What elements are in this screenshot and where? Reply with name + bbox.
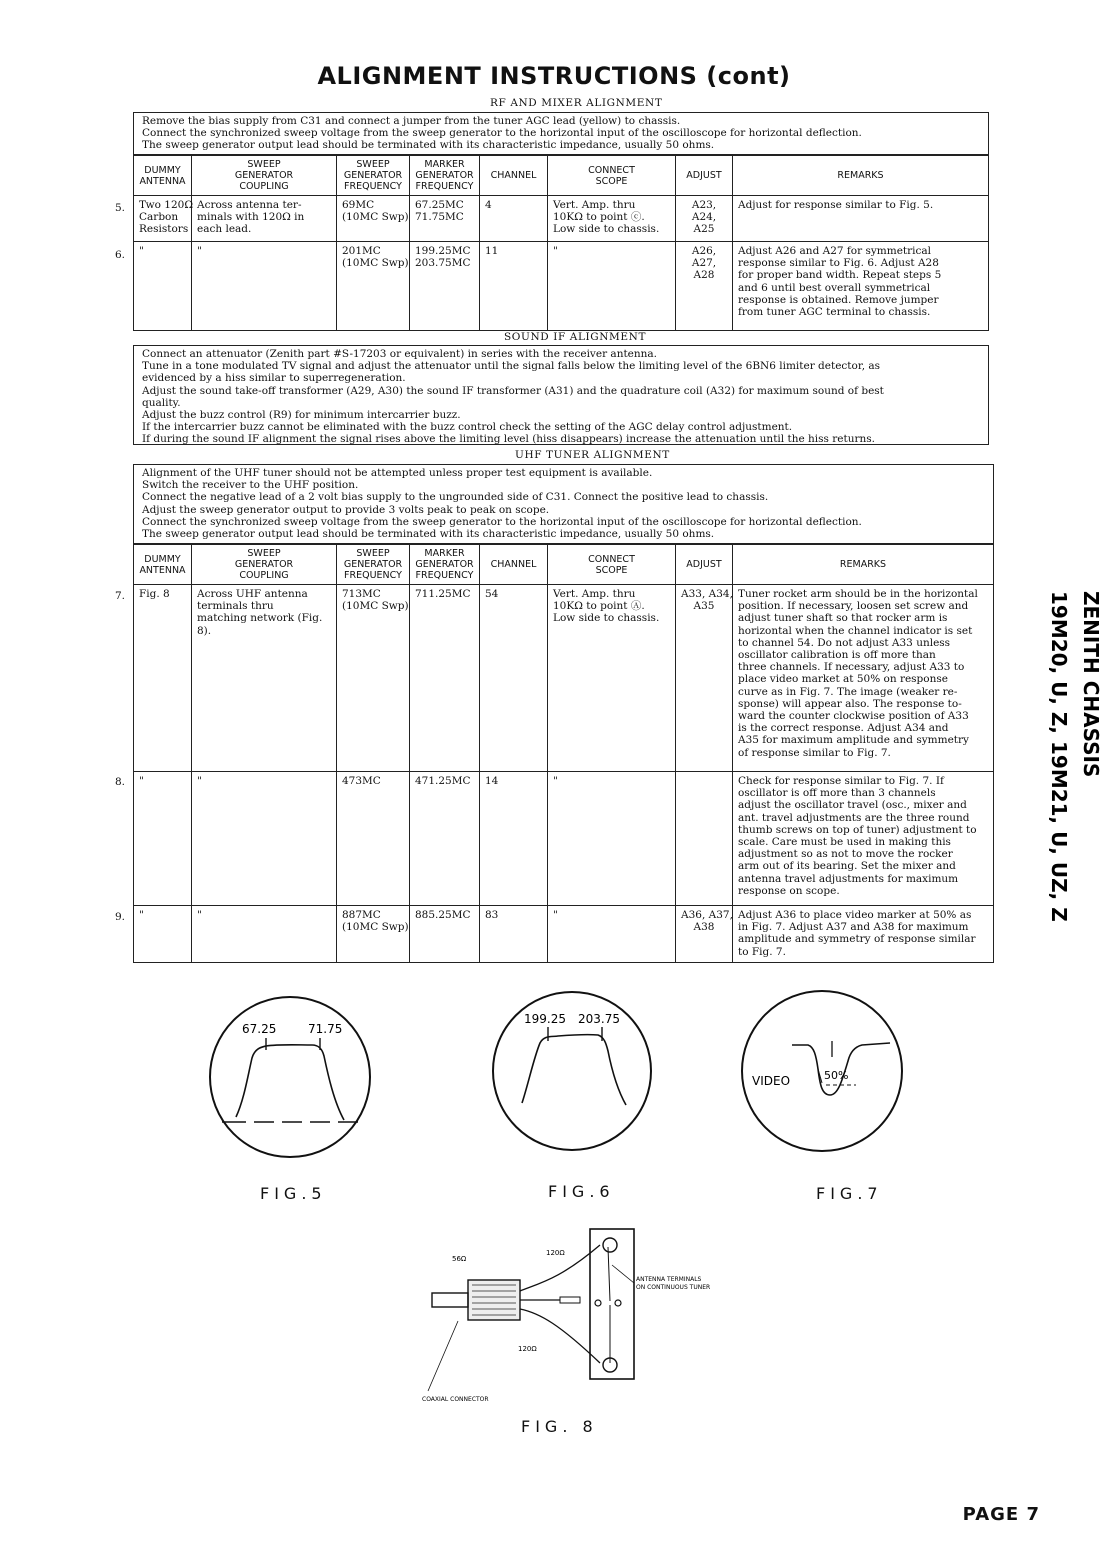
col-marker-frequency: MARKER GENERATOR FREQUENCY: [410, 545, 480, 585]
col-marker-frequency: MARKER GENERATOR FREQUENCY: [410, 156, 480, 196]
cell-line: ": [553, 909, 558, 921]
cell-channel: [480, 772, 548, 906]
cell-line: 471.25MC: [415, 775, 471, 787]
cell-channel: [480, 196, 548, 242]
cell-dummy: [134, 242, 192, 331]
cell-dummy: [134, 196, 192, 242]
table-row: [134, 196, 989, 242]
cell-line: A25: [693, 223, 715, 236]
sound-note: If during the sound IF alignment the signal rises above the limiting level (hiss disappears) increase the attenuation until the hiss returns.: [142, 433, 875, 446]
cell-line: A28: [693, 269, 715, 282]
cell-line: Vert. Amp. thru: [553, 199, 636, 211]
cell-line: ": [139, 245, 144, 257]
fig5-marker-1: 67.25: [242, 1022, 277, 1036]
fig7-percent-label: 50%: [824, 1069, 849, 1082]
cell-remarks: [733, 242, 989, 331]
cell-line: A38: [693, 921, 715, 934]
cell-line: 67.25MC: [415, 199, 464, 211]
rf-note: The sweep generator output lead should be terminated with its characteristic impedance, usually 50 ohms.: [142, 139, 715, 152]
cell-line: 69MC: [342, 199, 375, 211]
cell-marker: [410, 242, 480, 331]
col-dummy-antenna: DUMMY ANTENNA: [134, 156, 192, 196]
cell-scope: [548, 196, 676, 242]
cell-line: 203.75MC: [415, 257, 471, 270]
cell-scope: [548, 242, 676, 331]
cell-line: in Fig. 7. Adjust A37 and A38 for maximum: [738, 921, 969, 934]
cell-sweep: [337, 906, 410, 963]
uhf-note: Adjust the sweep generator output to provide 3 volts peak to peak on scope.: [142, 503, 550, 516]
cell-remarks: [733, 585, 994, 772]
side-label-brand: ZENITH CHASSIS: [1079, 591, 1103, 778]
step-number: 6.: [115, 249, 126, 261]
col-dummy-antenna: DUMMY ANTENNA: [134, 545, 192, 585]
fig8-terminals-label-1: ANTENNA TERMINALS: [636, 1276, 702, 1283]
col-adjust: ADJUST: [676, 156, 733, 196]
cell-line: Adjust for response similar to Fig. 5.: [738, 199, 934, 211]
sound-note: evidenced by a hiss similar to superregeneration.: [142, 372, 406, 385]
cell-adjust: [676, 242, 733, 331]
col-channel: CHANNEL: [480, 545, 548, 585]
cell-line: 8).: [197, 624, 212, 637]
page-number: PAGE 7: [962, 1504, 1040, 1525]
cell-line: adjustment so as not to move the rocker: [738, 848, 953, 861]
cell-line: to Fig. 7.: [738, 945, 786, 958]
cell-line: Check for response similar to Fig. 7. If: [738, 775, 944, 787]
cell-sweep: [337, 772, 410, 906]
cell-channel: [480, 242, 548, 331]
cell-line: 10KΩ to point ⓒ.: [553, 211, 645, 224]
sound-note: Adjust the sound take-off transformer (A29, A30) the sound IF transformer (A31) and the quadrature coil (A32) for maximum sound of best: [142, 384, 884, 397]
cell-line: curve as in Fig. 7. The image (weaker re-: [738, 685, 958, 698]
sound-heading: SOUND IF ALIGNMENT: [504, 331, 647, 343]
rf-alignment-table: [133, 155, 989, 331]
cell-line: A33, A34,: [681, 588, 733, 600]
cell-line: Adjust A36 to place video marker at 50% as: [738, 909, 972, 921]
cell-marker: [410, 585, 480, 772]
table-row: [134, 242, 989, 331]
cell-line: ": [139, 775, 144, 787]
cell-line: A36, A37,: [681, 909, 733, 921]
fig8-matching-network: [410, 1225, 740, 1405]
sound-note: quality.: [142, 396, 181, 409]
cell-marker: [410, 196, 480, 242]
cell-coupling: [192, 585, 337, 772]
cell-line: amplitude and symmetry of response similar: [738, 933, 976, 946]
cell-line: adjust tuner shaft so that rocker arm is: [738, 612, 948, 625]
page-title: ALIGNMENT INSTRUCTIONS (cont): [317, 62, 791, 90]
uhf-notes: [133, 464, 994, 544]
cell-line: is the correct response. Adjust A34 and: [738, 722, 949, 735]
cell-line: 473MC: [342, 775, 381, 787]
cell-channel: [480, 906, 548, 963]
fig8-terminals-label-2: ON CONTINUOUS TUNER: [636, 1284, 711, 1291]
cell-dummy: [134, 772, 192, 906]
cell-remarks: [733, 772, 994, 906]
sound-note: Adjust the buzz control (R9) for minimum intercarrier buzz.: [142, 409, 461, 422]
cell-line: 11: [485, 245, 499, 257]
cell-line: matching network (Fig.: [197, 612, 323, 625]
cell-line: Tuner rocket arm should be in the horizontal: [738, 588, 978, 600]
col-sweep-coupling: SWEEP GENERATOR COUPLING: [192, 156, 337, 196]
cell-line: 14: [485, 775, 499, 787]
fig8-resistor-120-top: 120Ω: [546, 1249, 565, 1257]
cell-line: of response similar to Fig. 7.: [738, 746, 891, 759]
cell-line: response is obtained. Remove jumper: [738, 293, 939, 306]
cell-scope: [548, 585, 676, 772]
cell-line: Resistors: [139, 223, 189, 236]
cell-line: Carbon: [139, 211, 179, 224]
cell-sweep: [337, 242, 410, 331]
cell-line: Low side to chassis.: [553, 223, 660, 236]
cell-dummy: [134, 906, 192, 963]
fig6-marker-2: 203.75: [578, 1012, 620, 1026]
cell-line: A35 for maximum amplitude and symmetry: [738, 734, 969, 747]
cell-line: (10MC Swp): [342, 257, 409, 270]
cell-line: terminals thru: [197, 600, 274, 613]
col-sweep-coupling: SWEEP GENERATOR COUPLING: [192, 545, 337, 585]
sound-note: Tune in a tone modulated TV signal and adjust the attenuator until the signal falls below the limiting level of the 6BN6 limiter detector, as: [142, 360, 881, 373]
cell-line: ": [553, 245, 558, 257]
fig6-label: FIG.6: [548, 1182, 615, 1201]
rf-note: Remove the bias supply from C31 and connect a jumper from the tuner AGC lead (yellow) to chassis.: [142, 115, 681, 127]
table-row: [134, 772, 994, 906]
cell-line: 83: [485, 909, 499, 921]
cell-line: horizontal when the channel indicator is set: [738, 624, 973, 637]
cell-line: scale. Care must be used in making this: [738, 836, 951, 849]
side-label-models: 19M20, U, Z, 19M21, U, UZ, Z: [1047, 591, 1071, 922]
cell-line: ": [139, 909, 144, 921]
fig5-scope-trace: [200, 990, 380, 1165]
cell-line: place video market at 50% on response: [738, 673, 948, 686]
cell-line: A26,: [691, 245, 717, 257]
cell-line: A23,: [691, 199, 717, 211]
col-connect-scope: CONNECT SCOPE: [548, 545, 676, 585]
uhf-note: The sweep generator output lead should be terminated with its characteristic impedance, usually 50 ohms.: [142, 528, 715, 541]
cell-line: Low side to chassis.: [553, 612, 660, 625]
cell-coupling: [192, 772, 337, 906]
uhf-alignment-table: [133, 544, 994, 963]
fig6-scope-trace: [486, 985, 661, 1160]
cell-line: oscillator is off more than 3 channels: [738, 787, 936, 800]
cell-coupling: [192, 196, 337, 242]
cell-sweep: [337, 585, 410, 772]
col-adjust: ADJUST: [676, 545, 733, 585]
cell-dummy: [134, 585, 192, 772]
cell-line: ": [197, 909, 202, 921]
cell-line: and 6 until best overall symmetrical: [738, 281, 931, 294]
fig7-video-label: VIDEO: [752, 1074, 791, 1088]
cell-coupling: [192, 906, 337, 963]
fig5-label: FIG.5: [260, 1184, 327, 1203]
cell-adjust: [676, 772, 733, 906]
cell-sweep: [337, 196, 410, 242]
cell-line: (10MC Swp): [342, 921, 409, 934]
uhf-note: Switch the receiver to the UHF position.: [142, 479, 359, 492]
cell-line: 201MC: [342, 245, 381, 257]
cell-line: 71.75MC: [415, 211, 464, 224]
cell-scope: [548, 772, 676, 906]
cell-line: position. If necessary, loosen set screw and: [738, 600, 969, 613]
cell-scope: [548, 906, 676, 963]
col-connect-scope: CONNECT SCOPE: [548, 156, 676, 196]
cell-marker: [410, 906, 480, 963]
cell-line: thumb screws on top of tuner) adjustment to: [738, 823, 977, 836]
cell-line: Across UHF antenna: [197, 588, 308, 600]
cell-marker: [410, 772, 480, 906]
col-sweep-frequency: SWEEP GENERATOR FREQUENCY: [337, 156, 410, 196]
cell-line: A35: [693, 600, 715, 613]
cell-line: from tuner AGC terminal to chassis.: [738, 306, 931, 319]
fig8-coax-label: COAXIAL CONNECTOR: [422, 1396, 489, 1403]
step-number: 5.: [115, 202, 126, 214]
cell-line: (10MC Swp): [342, 211, 409, 224]
sound-note: If the intercarrier buzz cannot be eliminated with the buzz control check the setting of the AGC delay control adjustment.: [142, 421, 793, 434]
cell-line: to channel 54. Do not adjust A33 unless: [738, 636, 951, 649]
fig7-label: FIG.7: [816, 1184, 883, 1203]
cell-adjust: [676, 196, 733, 242]
cell-line: 711.25MC: [415, 588, 471, 600]
col-remarks: REMARKS: [733, 545, 994, 585]
cell-line: for proper band width. Repeat steps 5: [738, 269, 942, 282]
col-sweep-frequency: SWEEP GENERATOR FREQUENCY: [337, 545, 410, 585]
sound-note: Connect an attenuator (Zenith part #S-17203 or equivalent) in series with the receiver antenna.: [142, 348, 658, 360]
cell-adjust: [676, 906, 733, 963]
cell-line: Across antenna ter-: [197, 199, 302, 211]
cell-line: ": [197, 245, 202, 257]
cell-line: 199.25MC: [415, 245, 471, 257]
cell-line: ": [197, 775, 202, 787]
uhf-note: Connect the negative lead of a 2 volt bias supply to the ungrounded side of C31. Connect the positive lead to chassis.: [142, 491, 769, 504]
cell-line: arm out of its bearing. Set the mixer and: [738, 860, 956, 873]
cell-line: each lead.: [197, 223, 252, 236]
cell-line: ward the counter clockwise position of A33: [738, 710, 969, 723]
rf-heading: RF AND MIXER ALIGNMENT: [490, 97, 663, 109]
cell-line: 713MC: [342, 588, 381, 600]
cell-coupling: [192, 242, 337, 331]
cell-line: minals with 120Ω in: [197, 211, 305, 224]
fig8-resistor-120-bottom: 120Ω: [518, 1345, 537, 1353]
step-number: 8.: [115, 776, 126, 788]
cell-line: Vert. Amp. thru: [553, 588, 636, 600]
cell-remarks: [733, 906, 994, 963]
cell-remarks: [733, 196, 989, 242]
step-number: 7.: [115, 590, 126, 602]
fig8-resistor-56: 56Ω: [452, 1255, 467, 1263]
cell-channel: [480, 585, 548, 772]
cell-line: sponse) will appear also. The response to-: [738, 697, 962, 710]
cell-line: Fig. 8: [139, 588, 170, 600]
cell-line: 4: [485, 199, 492, 211]
fig6-marker-1: 199.25: [524, 1012, 566, 1026]
cell-line: three channels. If necessary, adjust A33 to: [738, 661, 965, 674]
cell-line: adjust the oscillator travel (osc., mixer and: [738, 799, 967, 812]
cell-line: 54: [485, 588, 499, 600]
cell-line: (10MC Swp): [342, 600, 409, 613]
cell-line: antenna travel adjustments for maximum: [738, 872, 959, 885]
cell-line: A27,: [691, 257, 717, 270]
cell-line: 885.25MC: [415, 909, 471, 921]
cell-line: Two 120Ω: [139, 199, 194, 211]
sound-notes: [133, 345, 989, 445]
cell-line: response on scope.: [738, 884, 840, 897]
step-number: 9.: [115, 911, 126, 923]
table-row: [134, 585, 994, 772]
fig8-label: FIG. 8: [521, 1417, 598, 1436]
side-chassis-label: [1000, 585, 1103, 922]
uhf-note: Alignment of the UHF tuner should not be attempted unless proper test equipment is available.: [142, 467, 653, 479]
cell-line: 10KΩ to point Ⓐ.: [553, 600, 645, 613]
cell-line: response similar to Fig. 6. Adjust A28: [738, 257, 939, 270]
uhf-heading: UHF TUNER ALIGNMENT: [515, 449, 670, 461]
table-row: [134, 906, 994, 963]
cell-line: 887MC: [342, 909, 381, 921]
fig5-marker-2: 71.75: [308, 1022, 343, 1036]
rf-note: Connect the synchronized sweep voltage from the sweep generator to the horizontal input of the oscilloscope for horizontal deflection.: [142, 127, 862, 140]
cell-line: ": [553, 775, 558, 787]
cell-line: A24,: [691, 211, 717, 224]
col-channel: CHANNEL: [480, 156, 548, 196]
cell-line: oscillator calibration is off more than: [738, 649, 936, 662]
cell-line: Adjust A26 and A27 for symmetrical: [738, 245, 932, 257]
cell-line: ant. travel adjustments are the three round: [738, 811, 970, 824]
rf-notes: [133, 112, 989, 155]
cell-adjust: [676, 585, 733, 772]
uhf-note: Connect the synchronized sweep voltage from the sweep generator to the horizontal input of the oscilloscope for horizontal deflection.: [142, 515, 862, 528]
fig7-scope-trace: [730, 985, 910, 1160]
col-remarks: REMARKS: [733, 156, 989, 196]
